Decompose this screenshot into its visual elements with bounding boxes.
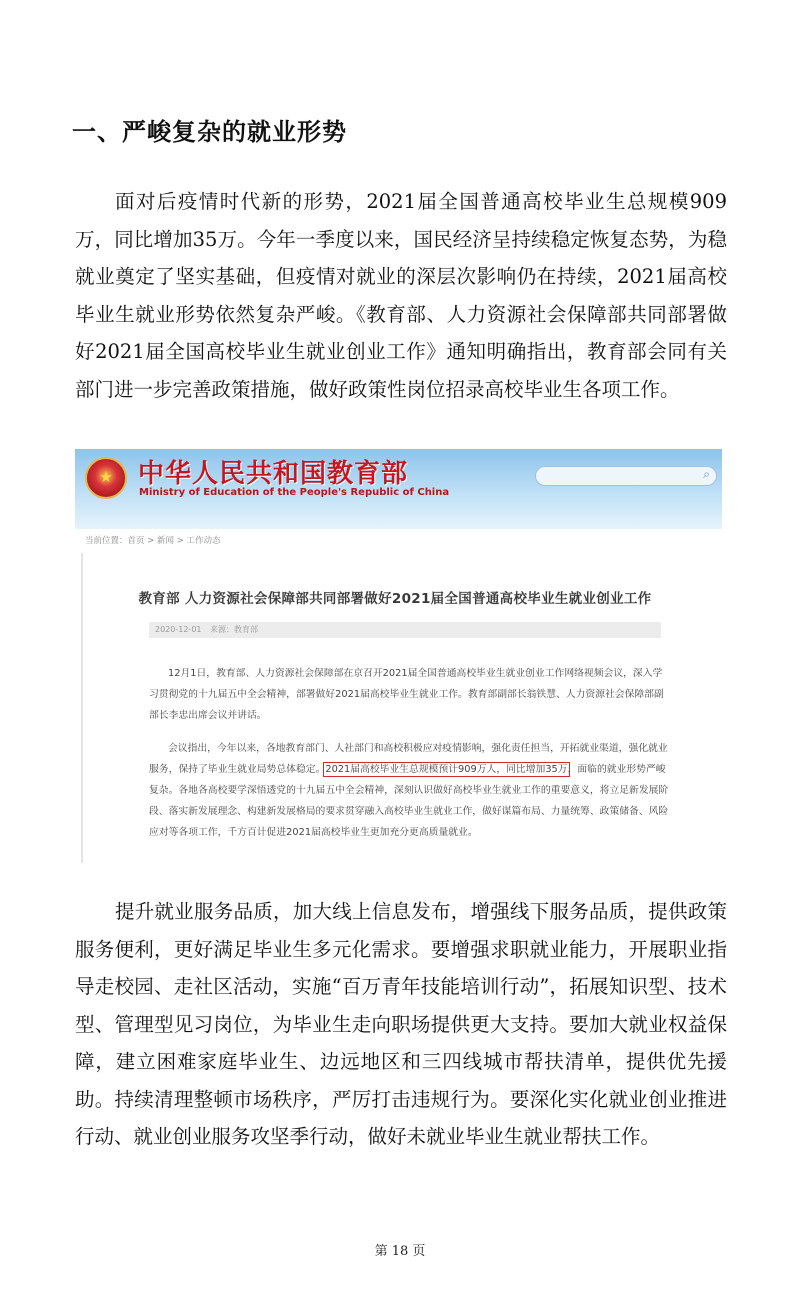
article-body bbox=[149, 663, 669, 855]
article-date: 2020-12-01 bbox=[155, 625, 202, 634]
breadcrumb: 当前位置：首页 > 新闻 > 工作动态 bbox=[85, 536, 221, 546]
sidebar-divider bbox=[81, 553, 83, 863]
paragraph-service bbox=[75, 893, 727, 1156]
highlighted-text: 2021届高校毕业生总规模预计909万人，同比增加35万 bbox=[325, 764, 568, 775]
section-heading: 一、严峻复杂的就业形势 bbox=[72, 118, 347, 146]
article-paragraph: 12月1日，教育部、人力资源社会保障部在京召开2021届全国普通高校毕业生就业创业工作网络视频会议，深入学习贯彻党的十九届五中全会精神，部署做好2021届高校毕业生就业工作。教育部副部长翁铁慧、人力资源社会保障部副部长李忠出席会议并讲话。 bbox=[149, 668, 664, 721]
search-input[interactable] bbox=[535, 466, 717, 486]
page-number: 第 18 页 bbox=[374, 1244, 426, 1259]
paragraph-text: 面对后疫情时代新的形势，2021届全国普通高校毕业生总规模909万，同比增加35万。今年一季度以来，国民经济呈持续稳定恢复态势，为稳就业奠定了坚实基础，但疫情对就业的深层次影响仍在持续，2021届高校毕业生就业形势依然复杂严峻。《教育部、人力资源社会保障部共同部署做好2021届全国高校毕业生就业创业工作》通知明确指出，教育部会同有关部门进一步完善政策措施，做好政策性岗位招录高校毕业生各项工作。 bbox=[75, 190, 727, 401]
paragraph-situation bbox=[75, 183, 727, 408]
magnifier-icon[interactable]: ⌕ bbox=[703, 467, 710, 481]
site-title: 中华人民共和国教育部 bbox=[138, 459, 409, 489]
article-paragraph bbox=[149, 738, 669, 843]
article-meta bbox=[149, 622, 661, 638]
national-emblem-icon: ★ bbox=[85, 457, 127, 499]
article-text: ，面临的就业形势严峻复杂。各地各高校要学深悟透党的十九届五中全会精神，深刻认识做好高校毕业生就业工作的重要意义，将立足新发展阶段、落实新发展理念、构建新发展格局的要求贯穿融入高校毕业生就业工作，做好谋篇布局、力量统筹、政策储备、风险应对等各项工作，千方百计促进2021届高校毕业生更加充分更高质量就业。 bbox=[149, 764, 669, 838]
article-title: 教育部 人力资源社会保障部共同部署做好2021届全国普通高校毕业生就业创业工作 bbox=[138, 591, 652, 607]
article-text: 会议指出，今年以来，各地教育部门、人社部门和高校积极应对疫情影响，强化责任担当，开拓就业渠道，强化就业服务，保持了毕业生就业局势总体稳定。 bbox=[149, 743, 668, 775]
embedded-screenshot bbox=[75, 449, 722, 867]
site-banner bbox=[75, 449, 722, 529]
article-source: 来源：教育部 bbox=[210, 625, 259, 634]
paragraph-text: 提升就业服务品质，加大线上信息发布，增强线下服务品质，提供政策服务便利，更好满足毕业生多元化需求。要增强求职就业能力，开展职业指导走校园、走社区活动，实施“百万青年技能培训行动”，拓展知识型、技术型、管理型见习岗位，为毕业生走向职场提供更大支持。要加大就业权益保障，建立困难家庭毕业生、边远地区和三四线城市帮扶清单，提供优先援助。持续清理整顿市场秩序，严厉打击违规行为。要深化实化就业创业推进行动、就业创业服务攻坚季行动，做好未就业毕业生就业帮扶工作。 bbox=[75, 900, 727, 1148]
site-subtitle: Ministry of Education of the People's Republic of China bbox=[139, 487, 450, 498]
